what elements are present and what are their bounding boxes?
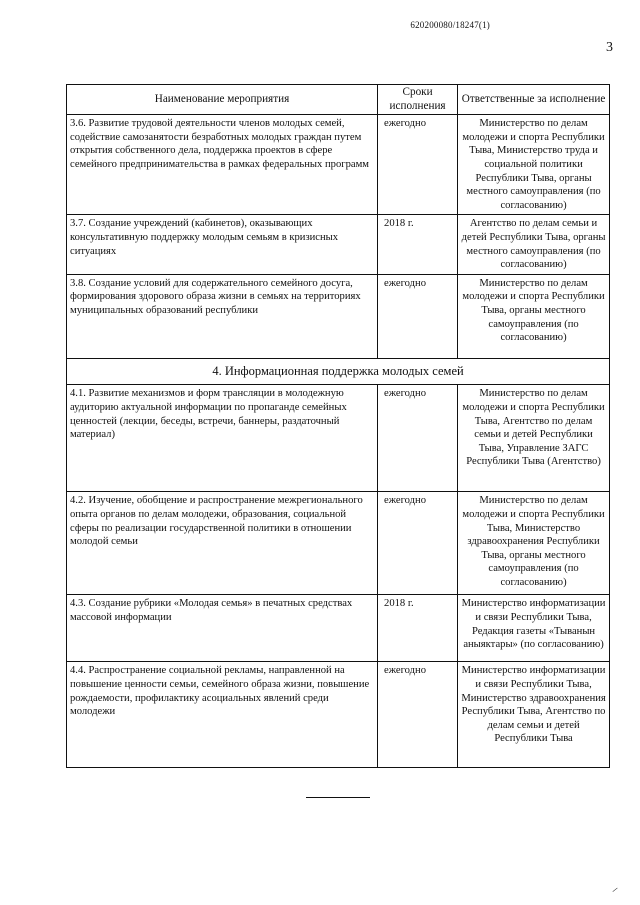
column-header-term: Сроки исполнения bbox=[378, 85, 458, 115]
measures-table bbox=[66, 84, 610, 768]
measure-cell: 3.7. Создание учреждений (кабинетов), оказывающих консультативную поддержку молодым семьям в кризисных ситуациях bbox=[67, 215, 378, 274]
term-cell: ежегодно bbox=[378, 274, 458, 358]
responsible-cell: Министерство по делам молодежи и спорта Республики Тыва, Министерство здравоохранения Республики Тыва, органы местного самоуправления (по согласованию) bbox=[458, 492, 610, 595]
responsible-cell: Агентство по делам семьи и детей Республики Тыва, органы местного самоуправления (по согласованию) bbox=[458, 215, 610, 274]
table-header-row bbox=[67, 85, 610, 115]
term-cell: ежегодно bbox=[378, 115, 458, 215]
measure-cell: 4.4. Распространение социальной рекламы, направленной на повышение ценности семьи, семейного образа жизни, повышение рождаемости, профилактику асоциальных явлений среди молодежи bbox=[67, 662, 378, 768]
term-cell: 2018 г. bbox=[378, 215, 458, 274]
responsible-cell: Министерство по делам молодежи и спорта Республики Тыва, Агентство по делам семьи и детей Республики Тыва, Управление ЗАГС Республики Тыва (Агентство) bbox=[458, 385, 610, 492]
handwritten-mark: ⸝ bbox=[612, 882, 618, 894]
column-header-measure: Наименование мероприятия bbox=[67, 85, 378, 115]
responsible-cell: Министерство информатизации и связи Республики Тыва, Министерство здравоохранения Республики Тыва, Агентство по делам семьи и детей Республики Тыва bbox=[458, 662, 610, 768]
measure-cell: 4.2. Изучение, обобщение и распространение межрегионального опыта органов по делам молодежи, образования, социальной сферы по реализации государственной политики в отношении молодой семьи bbox=[67, 492, 378, 595]
measure-cell: 4.3. Создание рубрики «Молодая семья» в печатных средствах массовой информации bbox=[67, 595, 378, 662]
term-cell: ежегодно bbox=[378, 385, 458, 492]
table-row bbox=[67, 115, 610, 215]
page-number: 3 bbox=[606, 40, 613, 55]
measure-cell: 3.6. Развитие трудовой деятельности членов молодых семей, содействие самозанятости безработных молодых граждан путем открытия собственного дела, поддержка проектов в сфере семейного предпринимательства в рамках федеральных программ bbox=[67, 115, 378, 215]
responsible-cell: Министерство информатизации и связи Республики Тыва, Редакция газеты «Тыванын аныяктары» (по согласованию) bbox=[458, 595, 610, 662]
section-title: 4. Информационная поддержка молодых семей bbox=[67, 358, 610, 385]
table-row bbox=[67, 385, 610, 492]
responsible-cell: Министерство по делам молодежи и спорта Республики Тыва, органы местного самоуправления (по согласованию) bbox=[458, 274, 610, 358]
table-row bbox=[67, 274, 610, 358]
table-row bbox=[67, 215, 610, 274]
table-row bbox=[67, 492, 610, 595]
term-cell: ежегодно bbox=[378, 662, 458, 768]
end-rule bbox=[306, 797, 370, 798]
measure-cell: 4.1. Развитие механизмов и форм трансляции в молодежную аудиторию актуальной информации по пропаганде семейных ценностей (лекции, беседы, встречи, баннеры, раздаточный материал) bbox=[67, 385, 378, 492]
term-cell: ежегодно bbox=[378, 492, 458, 595]
measure-cell: 3.8. Создание условий для содержательного семейного досуга, формирования здорового образа жизни в семьях на территориях муниципальных образований республики bbox=[67, 274, 378, 358]
table-row bbox=[67, 662, 610, 768]
document-id: 620200080/18247(1) bbox=[410, 20, 490, 30]
section-header-row bbox=[67, 358, 610, 385]
column-header-responsible: Ответственные за исполнение bbox=[458, 85, 610, 115]
responsible-cell: Министерство по делам молодежи и спорта Республики Тыва, Министерство труда и социальной политики Республики Тыва, органы местного самоуправления (по согласованию) bbox=[458, 115, 610, 215]
table-row bbox=[67, 595, 610, 662]
term-cell: 2018 г. bbox=[378, 595, 458, 662]
